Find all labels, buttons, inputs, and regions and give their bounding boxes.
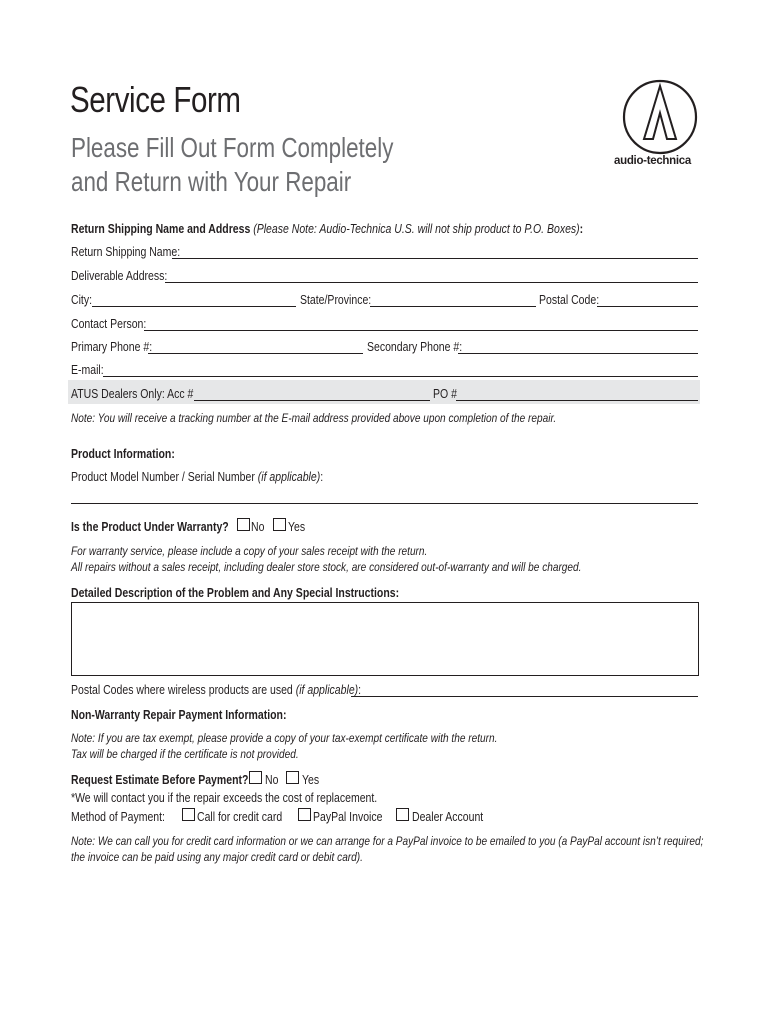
state-province-field[interactable] (370, 306, 536, 307)
paypal-checkbox[interactable] (298, 808, 311, 821)
deliverable-address-field[interactable] (165, 282, 698, 283)
shipping-heading-row (71, 222, 583, 236)
product-model-label: Product Model Number / Serial Number (71, 470, 255, 484)
return-shipping-name-field[interactable] (172, 258, 698, 259)
estimate-no-checkbox[interactable] (249, 771, 262, 784)
page-title: Service Form (70, 79, 241, 120)
postal-codes-row (71, 683, 361, 697)
shipping-heading: Return Shipping Name and Address (71, 222, 251, 236)
po-number-label: PO # (433, 387, 457, 401)
city-field[interactable] (92, 306, 296, 307)
subtitle-line-1: Please Fill Out Form Completely (71, 132, 394, 163)
contact-person-field[interactable] (144, 330, 698, 331)
estimate-note: *We will contact you if the repair exceeds the cost of replacement. (71, 791, 378, 805)
estimate-no-label: No (265, 773, 279, 787)
tracking-note: Note: You will receive a tracking number at the E-mail address provided above upon completion of the repair. (71, 411, 557, 425)
product-model-note: (if applicable) (257, 470, 321, 484)
warranty-yes-checkbox[interactable] (273, 518, 286, 531)
po-number-field[interactable] (456, 400, 698, 401)
final-note-line-2: the invoice can be paid using any major credit card or debit card). (71, 850, 363, 864)
postal-codes-note: (if applicable) (295, 683, 359, 697)
credit-card-label: Call for credit card (197, 810, 283, 824)
product-model-field[interactable] (71, 503, 698, 504)
state-province-label: State/Province: (300, 293, 372, 307)
product-model-colon: : (320, 470, 324, 484)
primary-phone-label: Primary Phone #: (71, 340, 153, 354)
description-heading: Detailed Description of the Problem and Any Special Instructions: (71, 586, 400, 600)
tax-note-line-2: Tax will be charged if the certificate is not provided. (71, 747, 299, 761)
postal-codes-label: Postal Codes where wireless products are used (71, 683, 293, 697)
warranty-note-line-2: All repairs without a sales receipt, including dealer store stock, are considered out-of-warranty and will be charged. (71, 560, 582, 574)
logo-wordmark: audio-technica (614, 155, 691, 167)
secondary-phone-field[interactable] (458, 353, 698, 354)
paypal-label: PayPal Invoice (313, 810, 383, 824)
email-field[interactable] (103, 376, 698, 377)
product-info-heading: Product Information: (71, 447, 175, 461)
payment-heading: Non-Warranty Repair Payment Information: (71, 708, 287, 722)
postal-code-field[interactable] (597, 306, 698, 307)
city-label: City: (71, 293, 92, 307)
return-shipping-name-label: Return Shipping Name: (71, 245, 181, 259)
postal-codes-field[interactable] (351, 696, 698, 697)
tax-note-line-1: Note: If you are tax exempt, please provide a copy of your tax-exempt certificate with the return. (71, 731, 498, 745)
deliverable-address-label: Deliverable Address: (71, 269, 168, 283)
dealer-account-checkbox[interactable] (396, 808, 409, 821)
warranty-no-label: No (251, 520, 265, 534)
postal-codes-colon: : (358, 683, 362, 697)
email-label: E-mail: (71, 363, 104, 377)
postal-code-label: Postal Code: (539, 293, 600, 307)
subtitle-line-2: and Return with Your Repair (71, 166, 352, 197)
warranty-no-checkbox[interactable] (237, 518, 250, 531)
description-textarea[interactable] (71, 602, 699, 676)
payment-method-label: Method of Payment: (71, 810, 165, 824)
primary-phone-field[interactable] (148, 353, 363, 354)
final-note-line-1: Note: We can call you for credit card information or we can arrange for a PayPal invoice to be emailed to you (a PayPal account isn’t required; (71, 834, 704, 848)
secondary-phone-label: Secondary Phone #: (367, 340, 463, 354)
credit-card-checkbox[interactable] (182, 808, 195, 821)
dealer-account-label: Dealer Account (412, 810, 484, 824)
contact-person-label: Contact Person: (71, 317, 147, 331)
warranty-yes-label: Yes (288, 520, 306, 534)
shipping-heading-colon: : (579, 222, 584, 236)
dealers-account-field[interactable] (194, 400, 430, 401)
page-subtitle (71, 131, 393, 199)
estimate-yes-label: Yes (302, 773, 320, 787)
warranty-question: Is the Product Under Warranty? (71, 520, 229, 534)
warranty-note-line-1: For warranty service, please include a copy of your sales receipt with the return. (71, 544, 428, 558)
dealers-account-label: ATUS Dealers Only: Acc # (71, 387, 194, 401)
estimate-question: Request Estimate Before Payment? (71, 773, 249, 787)
shipping-heading-note: (Please Note: Audio-Technica U.S. will not ship product to P.O. Boxes) (253, 222, 580, 236)
product-model-row (71, 470, 323, 484)
estimate-yes-checkbox[interactable] (286, 771, 299, 784)
